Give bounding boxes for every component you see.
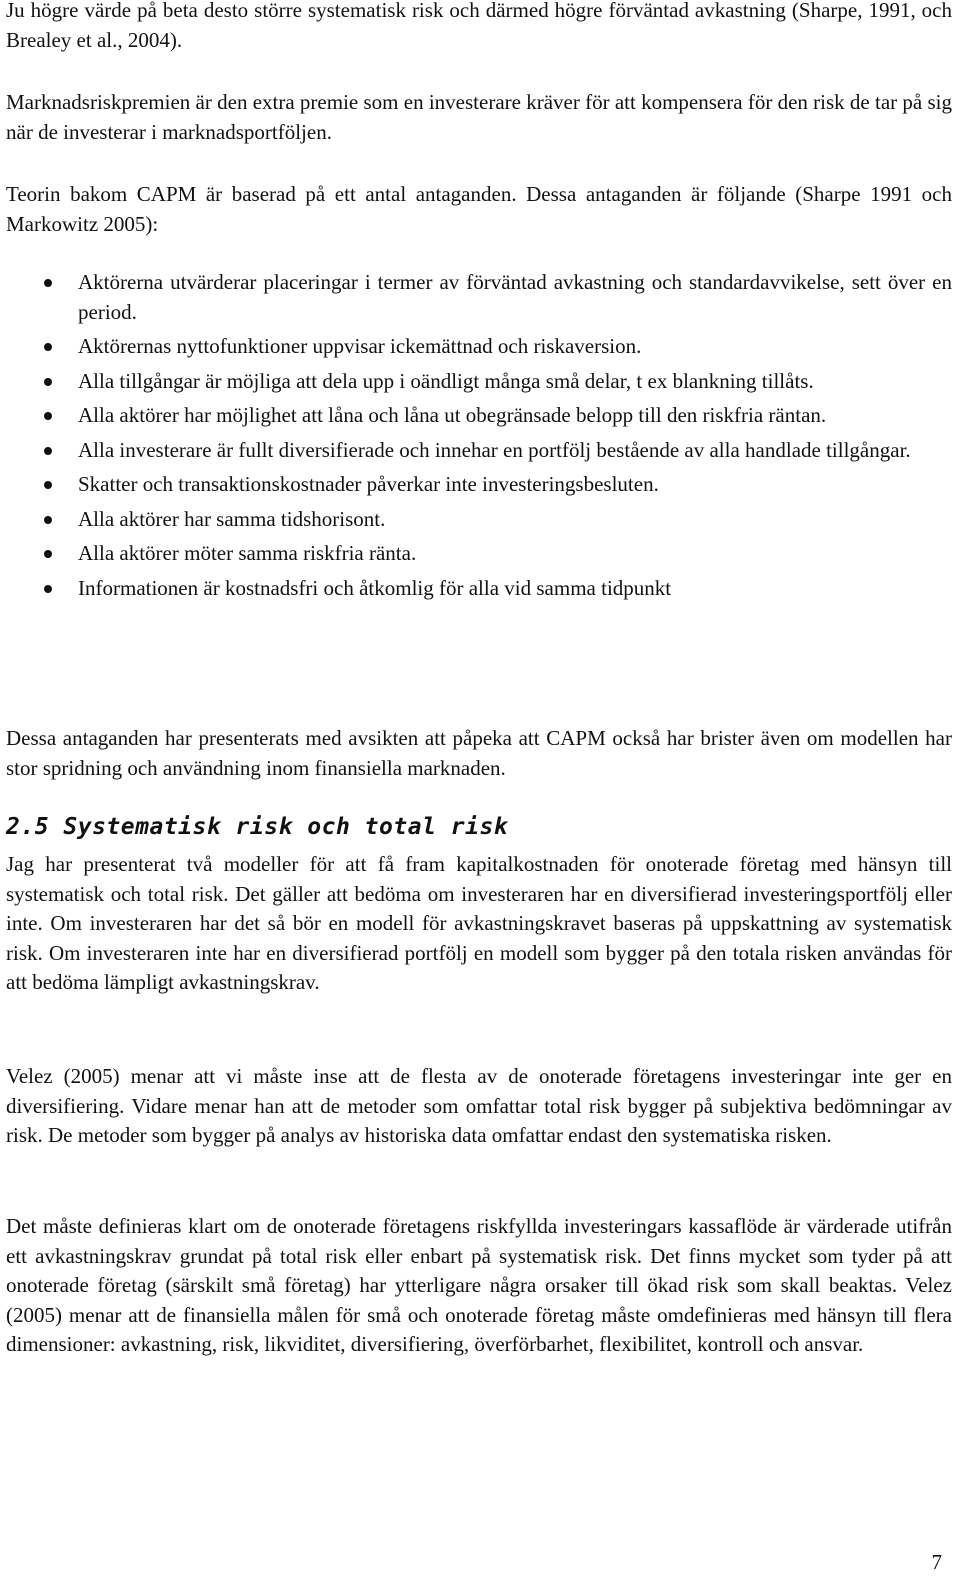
list-item: Aktörerna utvärderar placeringar i termer av förväntad avkastning och standardavvikelse, sett över en period. (6, 268, 952, 327)
bullet-icon (44, 447, 52, 455)
bullet-icon (44, 343, 52, 351)
bullet-icon (44, 412, 52, 420)
paragraph-market-risk-premium: Marknadsriskpremien är den extra premie som en investerare kräver för att kompensera för den risk de tar på sig när de investerar i marknadsportföljen. (6, 90, 952, 144)
paragraph-capm-assumptions-intro: Teorin bakom CAPM är baserad på ett antal antaganden. Dessa antaganden är följande (Sharpe 1991 och Markowitz 2005): (6, 182, 952, 236)
paragraph-definition-risk: Det måste definieras klart om de onoterade företagens riskfyllda investeringars kassaflöde är värderade utifrån ett avkastningskrav grundat på total risk eller enbart på systematisk risk. Det finns mycket som tyder på att onoterade företag (särskilt små företag) har ytterligare några orsaker till ökad risk som skall beaktas. Velez (2005) menar att de finansiella målen för små och onoterade företag måste omdefinieras med hänsyn till flera dimensioner: avkastning, risk, likviditet, diversifiering, överförbarhet, flexibilitet, kontroll och ansvar. (6, 1214, 952, 1356)
list-item: Alla aktörer har samma tidshorisont. (6, 505, 952, 535)
section-heading: 2.5 Systematisk risk och total risk (6, 814, 509, 840)
bullet-icon (44, 378, 52, 386)
bullet-icon (44, 481, 52, 489)
list-item: Informationen är kostnadsfri och åtkomlig för alla vid samma tidpunkt (6, 574, 952, 604)
paragraph-beta: Ju högre värde på beta desto större systematisk risk och därmed högre förväntad avkastning (Sharpe, 1991, och Brealey et al., 2004). (6, 0, 952, 52)
bullet-icon (44, 279, 52, 287)
list-item: Aktörernas nyttofunktioner uppvisar ickemättnad och riskaversion. (6, 332, 952, 362)
assumptions-list (6, 268, 952, 608)
paragraph-two-models: Jag har presenterat två modeller för att få fram kapitalkostnaden för onoterade företag med hänsyn till systematisk och total risk. Det gäller att bedöma om investeraren har en diversifierad investeringsportfölj eller inte. Om investeraren har det så bör en modell för avkastningskravet baseras på uppskattning av systematisk risk. Om investeraren inte har en diversifierad portfölj en modell som bygger på den totala risken användas för att bedöma lämpligt avkastningskrav. (6, 852, 952, 994)
list-item: Alla investerare är fullt diversifierade och innehar en portfölj bestående av alla handlade tillgångar. (6, 436, 952, 466)
page-number: 7 (931, 1550, 942, 1574)
paragraph-capm-shortcomings: Dessa antaganden har presenterats med avsikten att påpeka att CAPM också har brister även om modellen har stor spridning och användning inom finansiella marknaden. (6, 726, 952, 780)
list-item: Alla tillgångar är möjliga att dela upp i oändligt många små delar, t ex blankning tillåts. (6, 367, 952, 397)
bullet-icon (44, 550, 52, 558)
list-item: Alla aktörer möter samma riskfria ränta. (6, 539, 952, 569)
list-item: Skatter och transaktionskostnader påverkar inte investeringsbesluten. (6, 470, 952, 500)
paragraph-velez-diversification: Velez (2005) menar att vi måste inse att de flesta av de onoterade företagens investeringar inte ger en diversifiering. Vidare menar han att de metoder som omfattar total risk bygger på subjektiva bedömningar av risk. De metoder som bygger på analys av historiska data omfattar endast den systematiska risken. (6, 1064, 952, 1147)
bullet-icon (44, 516, 52, 524)
bullet-icon (44, 585, 52, 593)
list-item: Alla aktörer har möjlighet att låna och låna ut obegränsade belopp till den riskfria räntan. (6, 401, 952, 431)
